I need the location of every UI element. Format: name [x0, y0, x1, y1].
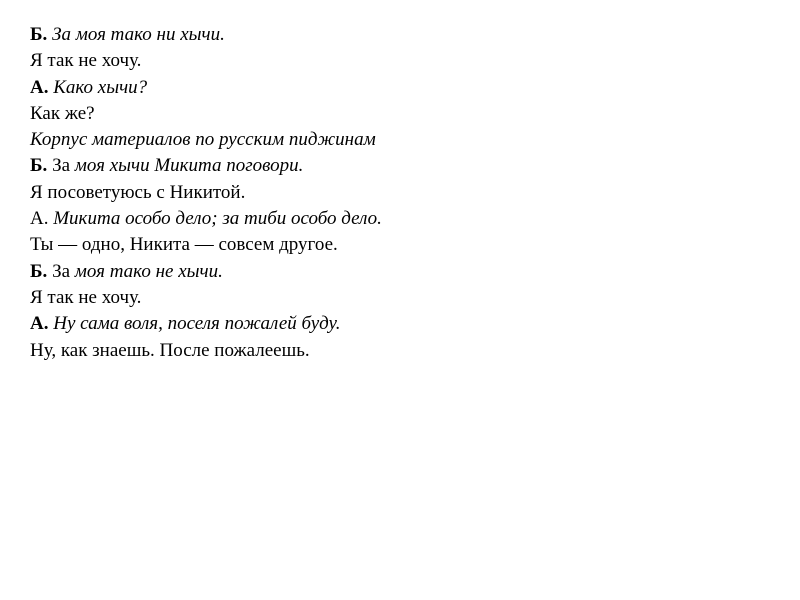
- utterance-prefix: За: [52, 260, 75, 282]
- pidgin-utterance: моя тако не хычи.: [74, 260, 223, 282]
- speaker-label: А.: [30, 208, 49, 230]
- dialogue-line-2: [30, 75, 770, 101]
- pidgin-utterance: моя хычи Микита поговори.: [74, 155, 304, 177]
- speaker-label: Б.: [30, 260, 48, 282]
- dialogue-line-6: [30, 311, 770, 337]
- translation-line: Я посоветуюсь с Никитой.: [30, 181, 246, 203]
- pidgin-utterance: За моя тако ни хычи.: [52, 24, 225, 45]
- dialogue-text: [30, 22, 770, 364]
- dialogue-line-4: [30, 206, 770, 232]
- speaker-label: А.: [30, 313, 49, 335]
- translation-line: Я так не хочу.: [30, 286, 142, 308]
- source-caption: Корпус материалов по русским пиджинам: [30, 129, 376, 151]
- pidgin-utterance: Микита особо дело; за тиби особо дело.: [53, 208, 382, 230]
- pidgin-utterance: Како хычи?: [53, 76, 148, 98]
- pidgin-utterance: Ну сама воля, поселя пожалей буду.: [53, 313, 341, 335]
- dialogue-line-3: [30, 153, 770, 179]
- dialogue-line-1: [30, 22, 770, 48]
- utterance-prefix: За: [52, 155, 75, 177]
- speaker-label: А.: [30, 76, 49, 98]
- speaker-label: Б.: [30, 24, 48, 45]
- translation-line: Как же?: [30, 102, 95, 124]
- translation-line: Ну, как знаешь. После пожалеешь.: [30, 339, 310, 361]
- translation-line: Я так не хочу.: [30, 50, 142, 72]
- translation-line: Ты — одно, Никита — совсем другое.: [30, 234, 338, 256]
- dialogue-line-5: [30, 259, 770, 285]
- speaker-label: Б.: [30, 155, 48, 177]
